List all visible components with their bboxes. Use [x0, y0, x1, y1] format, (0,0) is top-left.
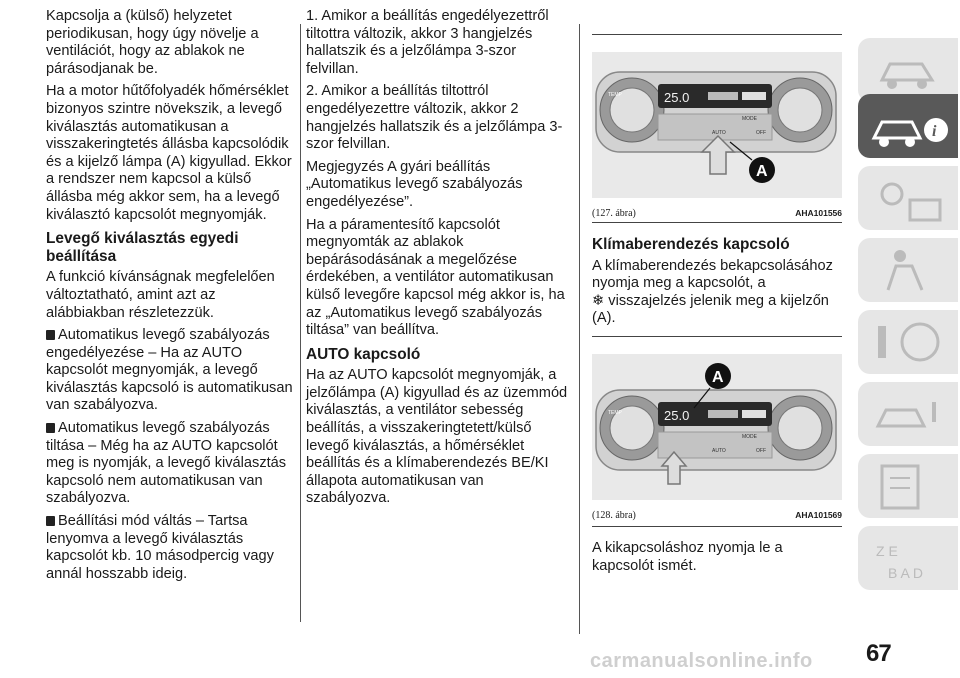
svg-text:TEMP: TEMP: [608, 92, 622, 98]
list-item: Beállítási mód váltás – Tartsa lenyomva a levegő kiválasztás kapcsolót kb. 10 másodpercig vagy annál hosszabb ideig.: [46, 513, 274, 582]
paragraph: Ha a motor hűtőfolyadék hőmérséklet bizonyos szintre növekszik, a levegő kiválasztás automatikusan a visszakeringtetés állásba kapcsolódik és a kijelző lámpa (A) kigyullad. Ekkor a rendszer nem kapcsol a külső állásba még akkor sem, ha a levegő kiválasztó kapcsolót megnyomják.: [46, 83, 292, 223]
section-heading: AUTO kapcsoló: [306, 345, 421, 363]
paragraph: Ha a páramentesítő kapcsolót megnyomták az ablakok bepárásodásának a megelőzése érdekében, a ventilátor automatikusan külső levegőre kapcsol még akkor is, ha az „Automatikus levegő szabályozás tiltása” van beállítva.: [306, 216, 565, 339]
svg-text:MODE: MODE: [742, 116, 757, 122]
list-item: Automatikus levegő szabályozás tiltása – Még ha az AUTO kapcsolót meg is nyomják, a levegő kiválasztás kapcsoló nem automatikusan van szabályozva.: [46, 420, 287, 507]
paragraph: 1. Amikor a beállítás engedélyezettről tiltottra változik, akkor 3 hangjelzés hallatszik és a jelzőlámpa 3-szor felvillan.: [306, 8, 549, 77]
paragraph: Kapcsolja a (külső) helyzetet periodikusan, hogy úgy növelje a ventilációt, hogy az ablakok ne párásodjanak be.: [46, 8, 259, 77]
svg-text:MODE: MODE: [742, 434, 757, 440]
page-number: 67: [866, 640, 891, 667]
figure-127: [592, 52, 842, 198]
column-divider: [579, 24, 580, 634]
svg-text:AUTO: AUTO: [712, 130, 726, 136]
text-column-3: [592, 236, 842, 333]
checkbox-icon: [46, 516, 55, 526]
svg-text:TEMP: TEMP: [608, 410, 622, 416]
tab-index[interactable]: [852, 522, 960, 594]
climate-panel-image: [592, 52, 842, 198]
text-column-2: [306, 8, 568, 513]
figure-caption: (128. ábra) AHA101569: [592, 510, 842, 521]
figure-rule: [592, 336, 842, 337]
paragraph: A kikapcsoláshoz nyomja le a kapcsolót ismét.: [592, 540, 783, 574]
emergency-car-icon: [852, 378, 960, 450]
tab-driving[interactable]: [852, 306, 960, 378]
figure-rule: [592, 34, 842, 35]
svg-text:AUTO: AUTO: [712, 448, 726, 454]
svg-text:OFF: OFF: [756, 130, 766, 136]
figure-caption: (127. ábra) AHA101556: [592, 208, 842, 219]
svg-text:Z E: Z E: [876, 543, 898, 559]
tab-safety[interactable]: [852, 234, 960, 306]
alphabet-index-icon: [852, 522, 960, 594]
svg-text:25.0: 25.0: [664, 408, 690, 423]
snowflake-icon: ❄: [592, 292, 605, 309]
section-heading: Klímaberendezés kapcsoló: [592, 236, 790, 253]
svg-text:OFF: OFF: [756, 448, 766, 454]
paragraph: Ha az AUTO kapcsolót megnyomják, a jelzőlámpa (A) kigyullad és az üzemmód kiválasztás, a ventilátor sebesség beállítás, a visszakeringtetett/külső levegő kiválasztás, a hőmérséklet beállítás és a klímaberendezés BE/KI állapota automatikusan van szabályozva.: [306, 367, 568, 507]
figure-rule: [592, 526, 842, 527]
paragraph: 2. Amikor a beállítás tiltottról engedélyezettre változik, akkor 2 hangjelzés hallatszik és a jelzőlámpa 3-szor felvillan.: [306, 83, 563, 153]
tab-info[interactable]: [852, 90, 960, 162]
tab-maintenance[interactable]: [852, 450, 960, 522]
svg-text:A: A: [756, 163, 768, 180]
column-divider: [300, 24, 301, 622]
watermark: carmanualsonline.info: [590, 650, 813, 672]
figure-rule: [592, 222, 842, 223]
text-column-3-end: [592, 540, 842, 580]
steering-wheel-icon: [852, 306, 960, 378]
figure-128: [592, 354, 842, 500]
seatbelt-icon: [852, 234, 960, 306]
svg-text:i: i: [932, 123, 937, 140]
climate-panel-image: [592, 354, 842, 500]
svg-text:B A D: B A D: [888, 565, 924, 581]
checklist-icon: [852, 450, 960, 522]
paragraph: A funkció kívánságnak megfelelően változtatható, amint azt az alábbiakban részletezzük.: [46, 269, 275, 321]
tab-warnings[interactable]: [852, 162, 960, 234]
car-info-icon: [852, 90, 960, 162]
text-column-1: [46, 8, 294, 588]
tab-emergency[interactable]: [852, 378, 960, 450]
checkbox-icon: [46, 330, 55, 340]
paragraph: Megjegyzés A gyári beállítás „Automatikus levegő szabályozás engedélyezése”.: [306, 158, 523, 210]
svg-text:A: A: [712, 369, 724, 386]
list-item: Automatikus levegő szabályozás engedélyezése – Ha az AUTO kapcsolót megnyomják, a levegő kiválasztás kapcsoló is automatikusan van szabályozva.: [46, 327, 293, 414]
paragraph: A klímaberendezés bekapcsolásához nyomja meg a kapcsolót, a ❄ visszajelzés jelenik meg a kijelzőn (A).: [592, 257, 833, 327]
warning-light-icon: [852, 162, 960, 234]
svg-text:25.0: 25.0: [664, 90, 690, 105]
section-heading: Levegő kiválasztás egyedi beállítása: [46, 230, 239, 265]
checkbox-icon: [46, 423, 55, 433]
